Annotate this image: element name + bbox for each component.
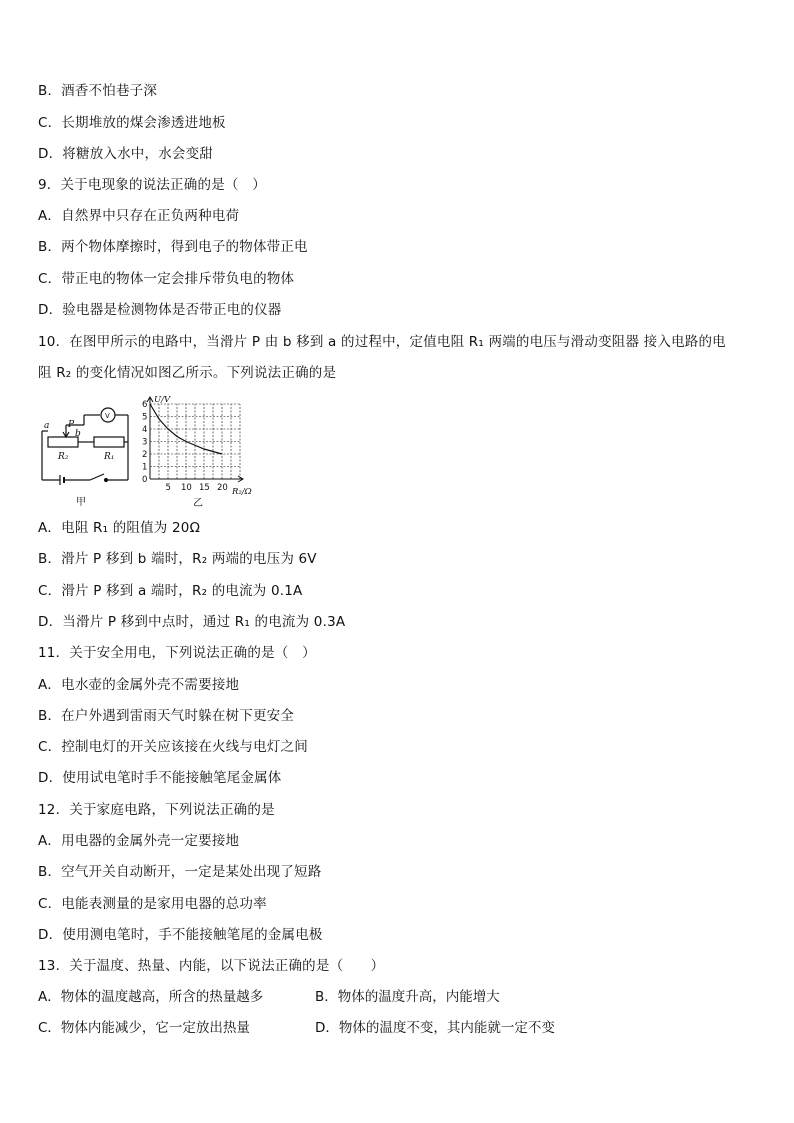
q12-option-d: D．使用测电笔时，手不能接触笔尾的金属电极 (38, 927, 323, 943)
q13-option-b: B．物体的温度升高，内能增大 (315, 989, 500, 1005)
q10-stem-line-1: 10．在图甲所示的电路中，当滑片 P 由 b 移到 a 的过程中，定值电阻 R₁ 两端的电压与滑动变阻器 接入电路的电 (38, 334, 726, 350)
q10-figure (38, 393, 268, 511)
y-tick-label: 4 (142, 425, 148, 435)
y-tick-label: 5 (142, 412, 148, 423)
q11-option-a: A．电水壶的金属外壳不需要接地 (38, 677, 240, 693)
caption-yi: 乙 (193, 498, 203, 509)
y-tick-label: 2 (142, 450, 148, 460)
graph-u-vs-r2 (142, 395, 252, 509)
q12-option-b: B．空气开关自动断开，一定是某处出现了短路 (38, 864, 322, 880)
y-tick-label: 0 (142, 475, 148, 485)
rheostat-r2 (48, 437, 78, 447)
q12-option-c: C．电能表测量的是家用电器的总功率 (38, 896, 267, 912)
q8-option-b: B．酒香不怕巷子深 (38, 83, 158, 99)
q10-option-d: D．当滑片 P 移到中点时，通过 R₁ 的电流为 0.3A (38, 614, 346, 630)
y-tick-labels (142, 400, 147, 485)
circuit-diagram (42, 408, 128, 485)
label-r1: R₁ (104, 452, 115, 462)
q11-option-b: B．在户外遇到雷雨天气时躲在树下更安全 (38, 708, 295, 724)
label-v: V (105, 412, 110, 420)
q10-option-b: B．滑片 P 移到 b 端时，R₂ 两端的电压为 6V (38, 551, 317, 567)
q9-option-b: B．两个物体摩擦时，得到电子的物体带正电 (38, 239, 308, 255)
q11-stem: 11．关于安全用电，下列说法正确的是（ ） (38, 645, 316, 661)
label-r2: R₂ (58, 452, 69, 462)
q12-option-a: A．用电器的金属外壳一定要接地 (38, 833, 240, 849)
q13-option-a: A．物体的温度越高，所含的热量越多 (38, 989, 264, 1005)
label-a: a (44, 421, 50, 431)
q8-option-d: D．将糖放入水中，水会变甜 (38, 146, 213, 162)
q10-option-a: A．电阻 R₁ 的阻值为 20Ω (38, 520, 201, 536)
x-tick-label: 20 (217, 483, 228, 493)
x-tick-labels (166, 483, 228, 493)
q10-stem-line-2: 阻 R₂ 的变化情况如图乙所示。下列说法正确的是 (38, 365, 337, 381)
y-tick-label: 3 (142, 437, 148, 448)
q9-option-a: A．自然界中只存在正负两种电荷 (38, 208, 240, 224)
q11-option-d: D．使用试电笔时手不能接触笔尾金属体 (38, 770, 282, 786)
q9-option-c: C．带正电的物体一定会排斥带负电的物体 (38, 271, 295, 287)
switch-lever (90, 474, 104, 480)
q13-option-d: D．物体的温度不变，其内能就一定不变 (315, 1020, 555, 1036)
grid (150, 404, 240, 479)
x-tick-label: 5 (165, 483, 171, 493)
resistor-r1 (94, 437, 124, 447)
x-tick-label: 10 (181, 483, 192, 493)
x-tick-label: 15 (199, 483, 210, 493)
label-b: b (75, 429, 81, 439)
y-tick-label: 6 (142, 400, 148, 410)
caption-jia: 甲 (76, 497, 86, 508)
x-axis-label: R₂/Ω (232, 487, 252, 497)
q8-option-c: C．长期堆放的煤会渗透进地板 (38, 115, 226, 131)
q13-stem: 13．关于温度、热量、内能，以下说法正确的是（ ） (38, 958, 385, 974)
q10-option-c: C．滑片 P 移到 a 端时，R₂ 的电流为 0.1A (38, 583, 303, 599)
y-tick-label: 1 (142, 462, 148, 473)
y-axis-label: U/V (154, 395, 171, 405)
q9-stem: 9．关于电现象的说法正确的是（ ） (38, 177, 266, 193)
label-p: P (68, 420, 75, 430)
q11-option-c: C．控制电灯的开关应该接在火线与电灯之间 (38, 739, 308, 755)
q12-stem: 12．关于家庭电路，下列说法正确的是 (38, 802, 275, 818)
q13-option-c: C．物体内能减少，它一定放出热量 (38, 1020, 250, 1036)
q9-option-d: D．验电器是检测物体是否带正电的仪器 (38, 302, 282, 318)
